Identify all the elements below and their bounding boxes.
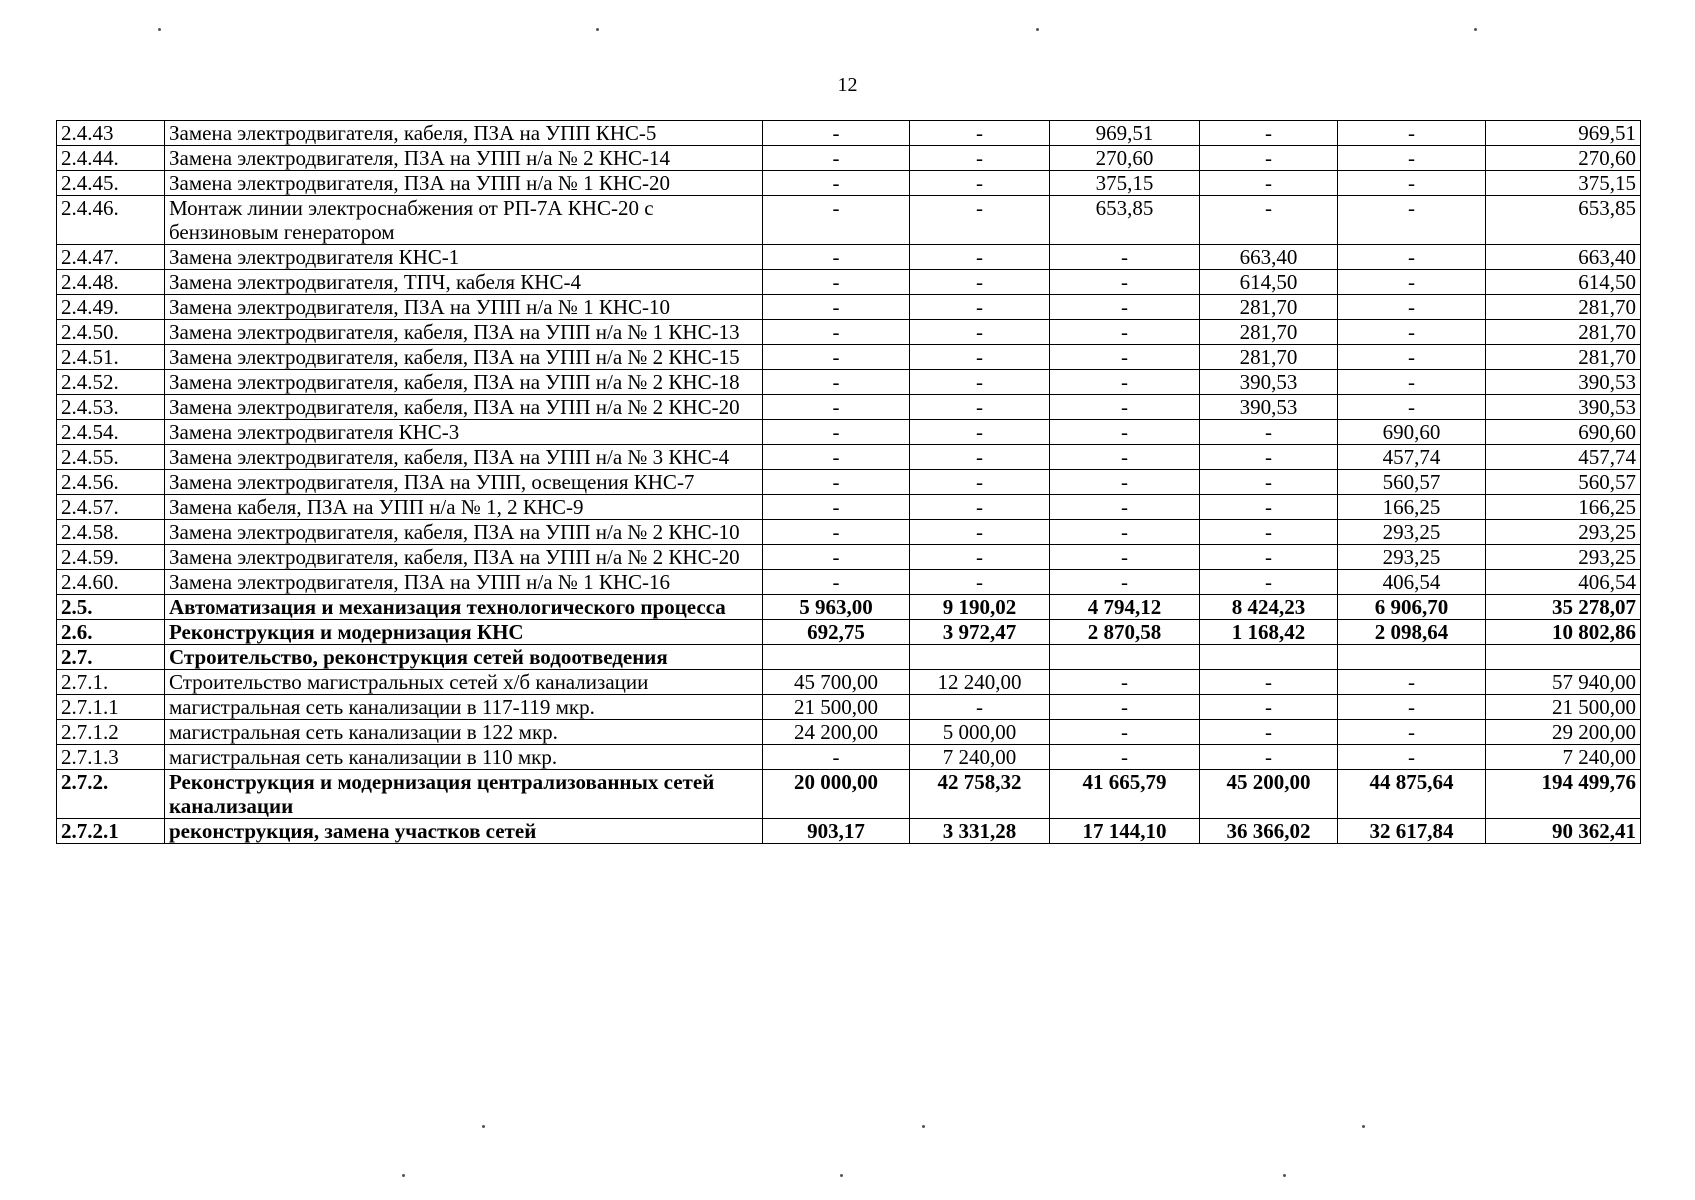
value-col-4: - [1200,420,1338,445]
value-col-4: - [1200,695,1338,720]
table-row [57,445,1641,470]
row-total: 390,53 [1486,395,1641,420]
row-number: 2.7.1. [57,670,165,695]
value-col-2: 9 190,02 [910,595,1050,620]
row-description: Строительство, реконструкция сетей водоотведения [165,645,763,670]
value-col-3: 969,51 [1050,121,1200,146]
value-col-3: - [1050,745,1200,770]
row-total: 281,70 [1486,320,1641,345]
table-row [57,370,1641,395]
value-col-4: 1 168,42 [1200,620,1338,645]
value-col-1: - [763,470,910,495]
table-row [57,121,1641,146]
value-col-5: - [1338,720,1486,745]
row-number: 2.4.46. [57,196,165,245]
value-col-1: - [763,570,910,595]
scan-speck [596,28,599,31]
row-total: 457,74 [1486,445,1641,470]
table-row [57,645,1641,670]
table-row [57,270,1641,295]
value-col-3: - [1050,345,1200,370]
value-col-3: - [1050,670,1200,695]
value-col-3: - [1050,695,1200,720]
row-number: 2.4.54. [57,420,165,445]
row-total: 293,25 [1486,520,1641,545]
row-description: Замена электродвигателя, ТПЧ, кабеля КНС-4 [165,270,763,295]
value-col-5: - [1338,370,1486,395]
value-col-2: 5 000,00 [910,720,1050,745]
value-col-1: - [763,370,910,395]
value-col-1: - [763,495,910,520]
row-description: магистральная сеть канализации в 122 мкр. [165,720,763,745]
table-row [57,570,1641,595]
value-col-3: - [1050,295,1200,320]
value-col-1: 692,75 [763,620,910,645]
row-total: 663,40 [1486,245,1641,270]
value-col-4: 281,70 [1200,320,1338,345]
row-number: 2.4.60. [57,570,165,595]
value-col-4: - [1200,171,1338,196]
value-col-2: 12 240,00 [910,670,1050,695]
value-col-3: - [1050,720,1200,745]
row-total: 653,85 [1486,196,1641,245]
value-col-1: - [763,445,910,470]
row-number: 2.4.43 [57,121,165,146]
row-description: Замена электродвигателя, кабеля, ПЗА на УПП КНС-5 [165,121,763,146]
row-total: 614,50 [1486,270,1641,295]
value-col-4: - [1200,545,1338,570]
value-col-5: - [1338,146,1486,171]
value-col-1: - [763,520,910,545]
value-col-2 [910,645,1050,670]
value-col-5: - [1338,320,1486,345]
row-total: 293,25 [1486,545,1641,570]
value-col-4: 281,70 [1200,345,1338,370]
value-col-4: - [1200,745,1338,770]
row-total: 21 500,00 [1486,695,1641,720]
value-col-2: - [910,121,1050,146]
row-total: 690,60 [1486,420,1641,445]
scan-speck [922,1125,925,1128]
value-col-4: 390,53 [1200,370,1338,395]
row-number: 2.4.53. [57,395,165,420]
table-row [57,495,1641,520]
value-col-4: - [1200,445,1338,470]
row-number: 2.4.56. [57,470,165,495]
row-description: Замена электродвигателя, кабеля, ПЗА на УПП н/а № 2 КНС-18 [165,370,763,395]
value-col-2: - [910,171,1050,196]
value-col-3: - [1050,570,1200,595]
row-number: 2.4.47. [57,245,165,270]
value-col-2: - [910,520,1050,545]
value-col-2: - [910,695,1050,720]
value-col-3: - [1050,470,1200,495]
row-number: 2.4.50. [57,320,165,345]
row-number: 2.4.57. [57,495,165,520]
value-col-3: 4 794,12 [1050,595,1200,620]
value-col-2: - [910,395,1050,420]
value-col-1: - [763,295,910,320]
row-total [1486,645,1641,670]
row-description: Замена электродвигателя, кабеля, ПЗА на УПП н/а № 1 КНС-13 [165,320,763,345]
table-row [57,745,1641,770]
value-col-4: 8 424,23 [1200,595,1338,620]
value-col-1: - [763,420,910,445]
table-row [57,420,1641,445]
value-col-4: - [1200,495,1338,520]
row-description: Автоматизация и механизация технологического процесса [165,595,763,620]
value-col-5 [1338,645,1486,670]
table-row [57,770,1641,819]
value-col-5: 32 617,84 [1338,819,1486,844]
value-col-4: 663,40 [1200,245,1338,270]
value-col-3: 41 665,79 [1050,770,1200,819]
scan-speck [482,1125,485,1128]
row-number: 2.4.55. [57,445,165,470]
row-total: 560,57 [1486,470,1641,495]
value-col-5: 6 906,70 [1338,595,1486,620]
value-col-3 [1050,645,1200,670]
value-col-2: - [910,420,1050,445]
table-row [57,395,1641,420]
row-description: Замена электродвигателя, кабеля, ПЗА на УПП н/а № 3 КНС-4 [165,445,763,470]
row-description: Реконструкция и модернизация централизованных сетей канализации [165,770,763,819]
value-col-5: - [1338,695,1486,720]
table-row [57,595,1641,620]
value-col-2: - [910,495,1050,520]
value-col-5: - [1338,270,1486,295]
value-col-3: 17 144,10 [1050,819,1200,844]
row-number: 2.7. [57,645,165,670]
row-number: 2.4.44. [57,146,165,171]
value-col-3: - [1050,245,1200,270]
table-row [57,196,1641,245]
value-col-3: 653,85 [1050,196,1200,245]
row-description: магистральная сеть канализации в 117-119 мкр. [165,695,763,720]
row-number: 2.4.59. [57,545,165,570]
value-col-4: - [1200,720,1338,745]
row-number: 2.4.58. [57,520,165,545]
table-row [57,146,1641,171]
table-row [57,670,1641,695]
value-col-5: - [1338,395,1486,420]
value-col-5: 2 098,64 [1338,620,1486,645]
row-total: 375,15 [1486,171,1641,196]
row-number: 2.7.1.3 [57,745,165,770]
value-col-1: - [763,171,910,196]
row-total: 969,51 [1486,121,1641,146]
value-col-4: - [1200,570,1338,595]
value-col-5: - [1338,295,1486,320]
row-number: 2.4.52. [57,370,165,395]
table-row [57,295,1641,320]
value-col-1: - [763,121,910,146]
page-number: 12 [837,74,858,96]
row-total: 281,70 [1486,295,1641,320]
value-col-4: 36 366,02 [1200,819,1338,844]
value-col-1 [763,645,910,670]
value-col-1: - [763,545,910,570]
row-description: Строительство магистральных сетей х/б канализации [165,670,763,695]
value-col-5: - [1338,670,1486,695]
row-total: 35 278,07 [1486,595,1641,620]
table-row [57,470,1641,495]
value-col-2: 3 331,28 [910,819,1050,844]
value-col-5: 166,25 [1338,495,1486,520]
row-total: 166,25 [1486,495,1641,520]
row-number: 2.7.1.1 [57,695,165,720]
row-number: 2.4.51. [57,345,165,370]
value-col-1: - [763,196,910,245]
value-col-5: - [1338,345,1486,370]
scan-speck [158,28,161,31]
value-col-2: - [910,445,1050,470]
value-col-4: - [1200,196,1338,245]
row-description: Монтаж линии электроснабжения от РП-7А КНС-20 с бензиновым генератором [165,196,763,245]
value-col-3: 375,15 [1050,171,1200,196]
row-number: 2.5. [57,595,165,620]
value-col-5: 44 875,64 [1338,770,1486,819]
row-description: Замена электродвигателя, кабеля, ПЗА на УПП н/а № 2 КНС-10 [165,520,763,545]
row-description: Замена электродвигателя, ПЗА на УПП н/а № 1 КНС-16 [165,570,763,595]
value-col-2: 3 972,47 [910,620,1050,645]
row-description: магистральная сеть канализации в 110 мкр. [165,745,763,770]
value-col-4: - [1200,520,1338,545]
row-total: 29 200,00 [1486,720,1641,745]
value-col-2: - [910,270,1050,295]
row-description: Замена электродвигателя, кабеля, ПЗА на УПП н/а № 2 КНС-20 [165,545,763,570]
value-col-5: 406,54 [1338,570,1486,595]
table-row [57,171,1641,196]
value-col-5: 457,74 [1338,445,1486,470]
value-col-5: - [1338,745,1486,770]
value-col-5: - [1338,245,1486,270]
value-col-4: 614,50 [1200,270,1338,295]
value-col-2: - [910,320,1050,345]
row-number: 2.7.2. [57,770,165,819]
row-total: 194 499,76 [1486,770,1641,819]
value-col-2: - [910,196,1050,245]
value-col-3: 270,60 [1050,146,1200,171]
row-total: 390,53 [1486,370,1641,395]
table-row [57,620,1641,645]
value-col-1: - [763,395,910,420]
value-col-2: 7 240,00 [910,745,1050,770]
table-row [57,545,1641,570]
row-description: Замена электродвигателя, ПЗА на УПП н/а № 1 КНС-20 [165,171,763,196]
row-number: 2.6. [57,620,165,645]
value-col-2: - [910,345,1050,370]
value-col-4: - [1200,670,1338,695]
budget-table [56,120,1641,844]
row-description: Замена кабеля, ПЗА на УПП н/а № 1, 2 КНС-9 [165,495,763,520]
value-col-4: 45 200,00 [1200,770,1338,819]
row-description: Замена электродвигателя, кабеля, ПЗА на УПП н/а № 2 КНС-20 [165,395,763,420]
value-col-2: - [910,570,1050,595]
value-col-4: - [1200,146,1338,171]
table-row [57,320,1641,345]
scan-speck [1362,1125,1365,1128]
value-col-3: 2 870,58 [1050,620,1200,645]
value-col-5: 690,60 [1338,420,1486,445]
row-total: 90 362,41 [1486,819,1641,844]
value-col-1: 5 963,00 [763,595,910,620]
scan-speck [1474,28,1477,31]
value-col-2: - [910,146,1050,171]
value-col-2: - [910,370,1050,395]
value-col-5: 293,25 [1338,545,1486,570]
value-col-1: 20 000,00 [763,770,910,819]
value-col-2: 42 758,32 [910,770,1050,819]
table-row [57,520,1641,545]
value-col-1: - [763,320,910,345]
row-total: 57 940,00 [1486,670,1641,695]
row-number: 2.4.45. [57,171,165,196]
row-total: 281,70 [1486,345,1641,370]
value-col-2: - [910,245,1050,270]
row-number: 2.4.48. [57,270,165,295]
value-col-3: - [1050,370,1200,395]
table-row [57,819,1641,844]
table-row [57,245,1641,270]
value-col-5: - [1338,121,1486,146]
row-description: реконструкция, замена участков сетей [165,819,763,844]
value-col-1: - [763,146,910,171]
value-col-3: - [1050,395,1200,420]
value-col-5: 560,57 [1338,470,1486,495]
value-col-1: - [763,270,910,295]
row-description: Замена электродвигателя, ПЗА на УПП, освещения КНС-7 [165,470,763,495]
value-col-1: 24 200,00 [763,720,910,745]
value-col-5: 293,25 [1338,520,1486,545]
scan-speck [840,1174,843,1177]
scan-speck [402,1174,405,1177]
value-col-3: - [1050,320,1200,345]
value-col-4 [1200,645,1338,670]
value-col-4: 390,53 [1200,395,1338,420]
value-col-3: - [1050,445,1200,470]
scan-speck [1036,28,1039,31]
table-row [57,345,1641,370]
value-col-1: - [763,745,910,770]
value-col-3: - [1050,520,1200,545]
row-number: 2.7.2.1 [57,819,165,844]
value-col-1: - [763,345,910,370]
value-col-4: 281,70 [1200,295,1338,320]
row-description: Замена электродвигателя КНС-1 [165,245,763,270]
value-col-5: - [1338,196,1486,245]
value-col-3: - [1050,420,1200,445]
value-col-1: - [763,245,910,270]
row-total: 7 240,00 [1486,745,1641,770]
value-col-3: - [1050,495,1200,520]
row-description: Замена электродвигателя КНС-3 [165,420,763,445]
row-description: Замена электродвигателя, кабеля, ПЗА на УПП н/а № 2 КНС-15 [165,345,763,370]
table-row [57,720,1641,745]
row-number: 2.7.1.2 [57,720,165,745]
value-col-1: 45 700,00 [763,670,910,695]
value-col-1: 903,17 [763,819,910,844]
value-col-3: - [1050,270,1200,295]
scan-speck [1283,1174,1286,1177]
row-number: 2.4.49. [57,295,165,320]
row-description: Реконструкция и модернизация КНС [165,620,763,645]
row-description: Замена электродвигателя, ПЗА на УПП н/а № 2 КНС-14 [165,146,763,171]
value-col-2: - [910,295,1050,320]
value-col-2: - [910,545,1050,570]
row-total: 10 802,86 [1486,620,1641,645]
row-description: Замена электродвигателя, ПЗА на УПП н/а № 1 КНС-10 [165,295,763,320]
row-total: 406,54 [1486,570,1641,595]
row-total: 270,60 [1486,146,1641,171]
value-col-2: - [910,470,1050,495]
value-col-4: - [1200,470,1338,495]
value-col-1: 21 500,00 [763,695,910,720]
table-row [57,695,1641,720]
value-col-3: - [1050,545,1200,570]
value-col-5: - [1338,171,1486,196]
value-col-4: - [1200,121,1338,146]
